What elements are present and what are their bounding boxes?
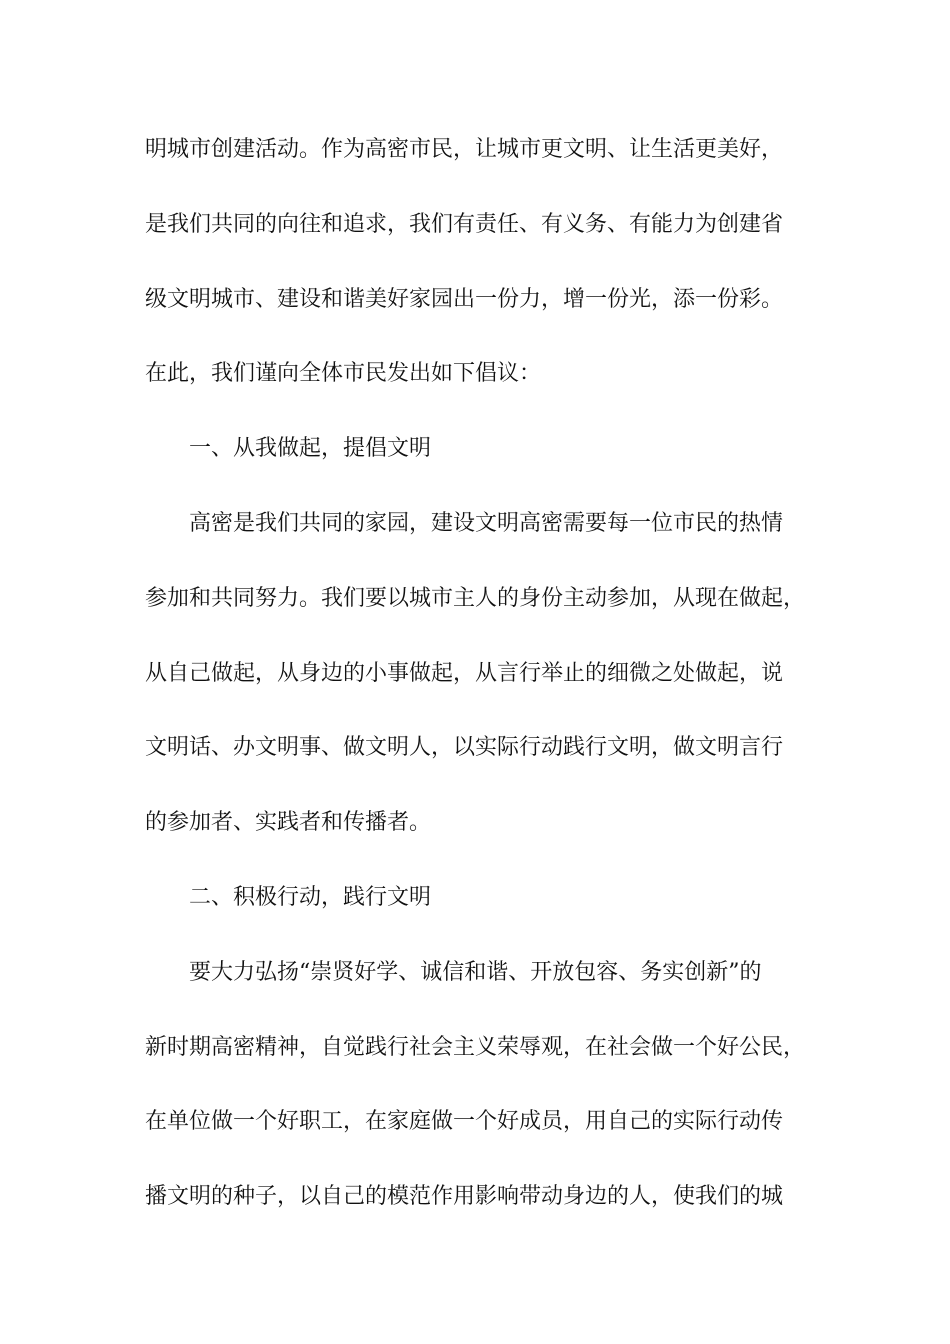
text-line: 的参加者、实践者和传播者。 <box>145 810 432 836</box>
text-line: 是我们共同的向往和追求，我们有责任、有义务、有能力为创建省 <box>145 211 784 237</box>
text-line: 在单位做一个好职工，在家庭做一个好成员，用自己的实际行动传 <box>145 1109 784 1135</box>
text-line: 高密是我们共同的家园，建设文明高密需要每一位市民的热情 <box>189 510 784 536</box>
text-line: 要大力弘扬“崇贤好学、诚信和谐、开放包容、务实创新”的 <box>189 959 762 985</box>
text-line: 明城市创建活动。作为高密市民，让城市更文明、让生活更美好， <box>145 137 784 162</box>
section-heading-1: 一、从我做起，提倡文明 <box>189 436 432 462</box>
text-line: 参加和共同努力。我们要以城市主人的身份主动参加，从现在做起， <box>145 585 806 611</box>
text-line: 播文明的种子，以自己的模范作用影响带动身边的人，使我们的城 <box>145 1184 784 1210</box>
text-line: 级文明城市、建设和谐美好家园出一份力，增一份光，添一份彩。 <box>145 286 784 312</box>
section-heading-2: 二、积极行动，践行文明 <box>189 884 432 910</box>
text-line: 在此，我们谨向全体市民发出如下倡议： <box>145 361 542 387</box>
document-body <box>145 128 815 1250</box>
text-line: 文明话、办文明事、做文明人，以实际行动践行文明，做文明言行 <box>145 735 784 761</box>
text-line: 从自己做起，从身边的小事做起，从言行举止的细微之处做起，说 <box>145 660 784 686</box>
text-line: 新时期高密精神，自觉践行社会主义荣辱观，在社会做一个好公民， <box>145 1034 806 1060</box>
